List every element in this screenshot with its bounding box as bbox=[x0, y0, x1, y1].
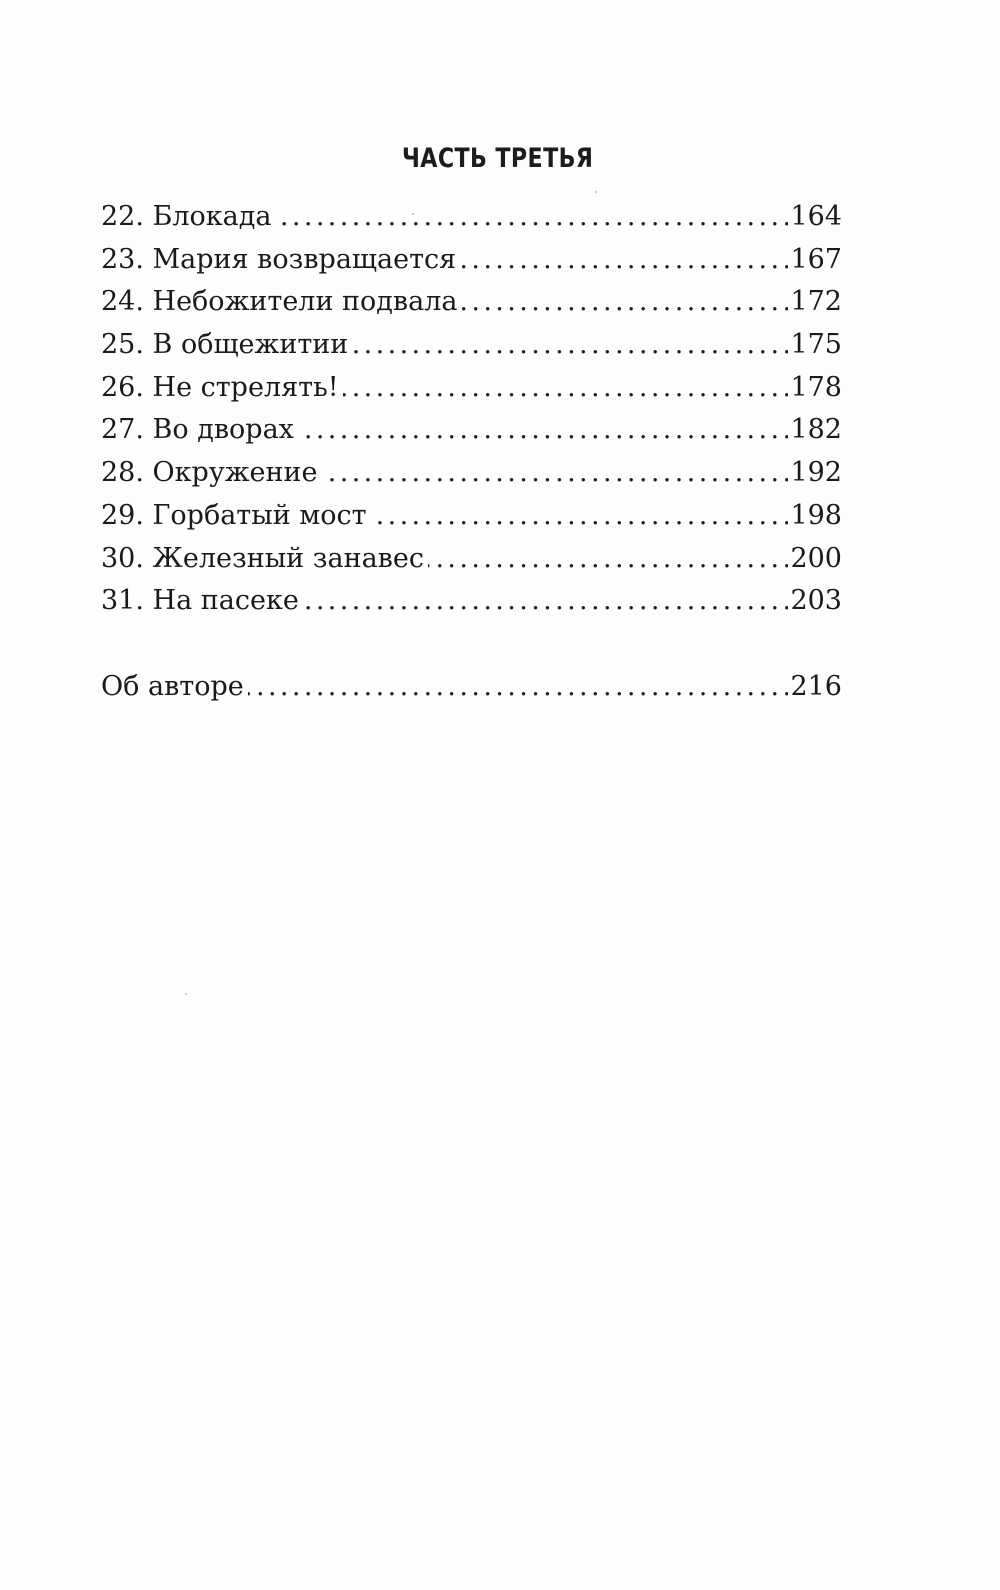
dot-leader bbox=[275, 196, 788, 239]
toc-entry-title: 28. Окружение bbox=[101, 457, 318, 489]
toc-entry-page: 167 bbox=[790, 243, 842, 275]
toc-entry-title: 30. Железный занавес bbox=[101, 542, 424, 574]
toc-entry-page: 216 bbox=[790, 670, 842, 702]
toc-entry bbox=[101, 538, 842, 581]
toc-entry-title: 29. Горбатый мост bbox=[101, 499, 367, 531]
toc-entry-page: 182 bbox=[790, 414, 842, 446]
toc-entry-title: 25. В общежитии bbox=[101, 329, 349, 361]
toc-entry bbox=[101, 452, 842, 495]
dot-leader bbox=[352, 324, 788, 367]
toc-entry-title: 31. На пасеке bbox=[101, 585, 299, 617]
toc-entry bbox=[101, 495, 842, 538]
toc-entry bbox=[101, 239, 842, 282]
toc-entry bbox=[101, 196, 842, 239]
dot-leader bbox=[322, 452, 789, 495]
part-title: ЧАСТЬ ТРЕТЬЯ bbox=[401, 143, 594, 174]
dot-leader bbox=[298, 409, 789, 452]
toc-entry-title: 23. Мария возвращается bbox=[101, 243, 457, 275]
dot-leader bbox=[460, 239, 788, 282]
toc-entry-page: 172 bbox=[790, 286, 842, 318]
toc-entry-page: 175 bbox=[790, 329, 842, 361]
toc-entry-title: 22. Блокада bbox=[101, 201, 272, 232]
dot-leader bbox=[428, 538, 788, 581]
toc-entry bbox=[101, 324, 842, 367]
paper-speck bbox=[595, 191, 597, 193]
toc-entry-page: 178 bbox=[790, 371, 842, 403]
toc-entry bbox=[101, 580, 842, 623]
toc-entry-appendix bbox=[101, 666, 842, 709]
toc-entry-page: 192 bbox=[790, 457, 842, 489]
toc-entry-title: 27. Во дворах bbox=[101, 414, 294, 446]
toc-entry bbox=[101, 281, 842, 324]
paper-speck bbox=[185, 993, 187, 995]
toc-entry-page: 198 bbox=[790, 499, 842, 531]
paper-speck bbox=[412, 213, 414, 215]
toc-entry-page: 164 bbox=[790, 201, 842, 232]
dot-leader bbox=[371, 495, 789, 538]
toc-entry bbox=[101, 367, 842, 410]
toc-entry-title: 24. Небожители подвала bbox=[101, 286, 458, 318]
toc-entry-page: 203 bbox=[790, 585, 842, 617]
section-spacer bbox=[101, 623, 842, 666]
dot-leader bbox=[461, 281, 788, 324]
dot-leader bbox=[343, 367, 789, 410]
toc-entry-title: Об авторе bbox=[101, 670, 244, 702]
toc-entry bbox=[101, 409, 842, 452]
table-of-contents bbox=[101, 196, 842, 709]
toc-entry-title: 26. Не стрелять! bbox=[101, 371, 339, 403]
dot-leader bbox=[248, 666, 789, 709]
toc-entry-page: 200 bbox=[790, 542, 842, 574]
dot-leader bbox=[303, 580, 789, 623]
